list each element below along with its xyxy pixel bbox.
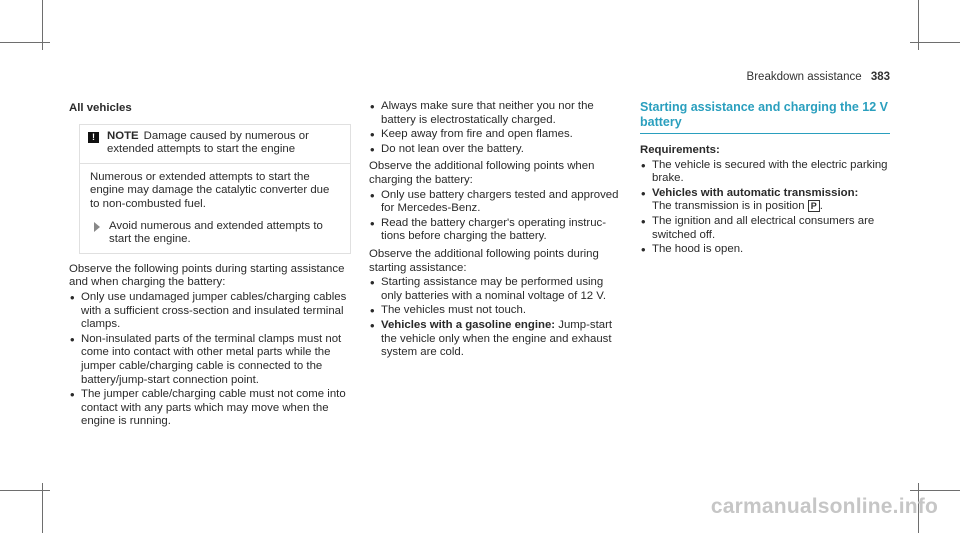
crop-mark — [910, 490, 960, 491]
bullet-list — [369, 100, 624, 156]
note-action — [90, 220, 340, 247]
bullet-list — [69, 291, 351, 429]
crop-mark — [0, 42, 50, 43]
paragraph: Observe the additional following points during starting assistance: — [369, 247, 599, 274]
list-item: • Only use battery chargers tested and approved for Mercedes-Benz. — [369, 189, 624, 216]
list-item: • The hood is open. — [640, 243, 890, 257]
section-title: Breakdown assistance — [746, 71, 862, 83]
bullet-list — [369, 189, 624, 244]
list-item: • The vehicles must not touch. — [369, 304, 624, 318]
list-item: • The jumper cable/charging cable must not come into contact with any parts which may move when the engine is running. — [69, 388, 351, 429]
note-action-text: Avoid numerous and extended attempts to start the engine. — [109, 219, 323, 246]
list-item: • Always make sure that neither you nor the battery is electrostatically charged. — [369, 100, 624, 127]
list-item: • Do not lean over the battery. — [369, 143, 624, 157]
bullet-label: Vehicles with automatic transmission: — [652, 186, 859, 199]
crop-mark — [0, 490, 50, 491]
punctuation: . — [819, 200, 823, 213]
list-item: • The vehicle is secured with the electric parking brake. — [640, 159, 890, 186]
column-right — [640, 100, 890, 257]
subheading: All vehicles — [69, 102, 132, 114]
note-title: NOTE — [107, 129, 139, 142]
column-left — [69, 100, 351, 429]
bullet-list — [369, 276, 624, 360]
bullet-label: Vehicles with a gasoline engine: — [381, 318, 556, 331]
park-position-icon: P — [808, 200, 820, 212]
requirements-list — [640, 159, 890, 257]
warning-icon: ! — [88, 132, 99, 143]
note-body — [80, 164, 350, 253]
list-item: • Read the battery charger's operating instructions before charging the battery. — [369, 217, 624, 244]
note-text: Numerous or extended attempts to start the engine may damage the catalytic converter due to non-combusted fuel. — [90, 170, 330, 210]
note-header — [80, 125, 350, 164]
bullet-text: The transmission is in position — [652, 200, 805, 213]
paragraph: Observe the additional following points when charging the battery: — [369, 160, 595, 186]
column-middle — [369, 100, 624, 360]
crop-mark — [910, 42, 960, 43]
list-item: • Only use undamaged jumper cables/charging cables with a sufficient cross-section and insulated terminal clamps. — [69, 291, 351, 332]
note-title-text: Damage caused by numerous or extended attempts to start the engine — [107, 129, 309, 156]
requirements-label: Requirements: — [640, 144, 720, 156]
list-item — [640, 187, 890, 214]
note-box — [79, 124, 351, 254]
page-header — [747, 71, 890, 83]
section-heading: Starting assistance and charging the 12 V battery — [640, 100, 890, 134]
watermark: carmanualsonline.info — [710, 495, 938, 518]
list-item: • Non-insulated parts of the terminal clamps must not come into contact with other metal parts while the jumper cable/charging cable is connected to the battery/jump-start connection point. — [69, 333, 351, 387]
bullet-text: Jump-start the vehicle only when the engine and exhaust system are cold. — [381, 318, 613, 359]
action-arrow-icon — [94, 222, 100, 232]
list-item: • Keep away from fire and open flames. — [369, 128, 624, 142]
page-number: 383 — [870, 71, 890, 83]
paragraph: Observe the following points during starting assistance and when charging the battery: — [69, 262, 345, 289]
list-item: • Starting assistance may be performed using only batteries with a nominal voltage of 12 V. — [369, 276, 624, 303]
list-item — [369, 319, 624, 360]
list-item: • The ignition and all electrical consumers are switched off. — [640, 215, 890, 242]
